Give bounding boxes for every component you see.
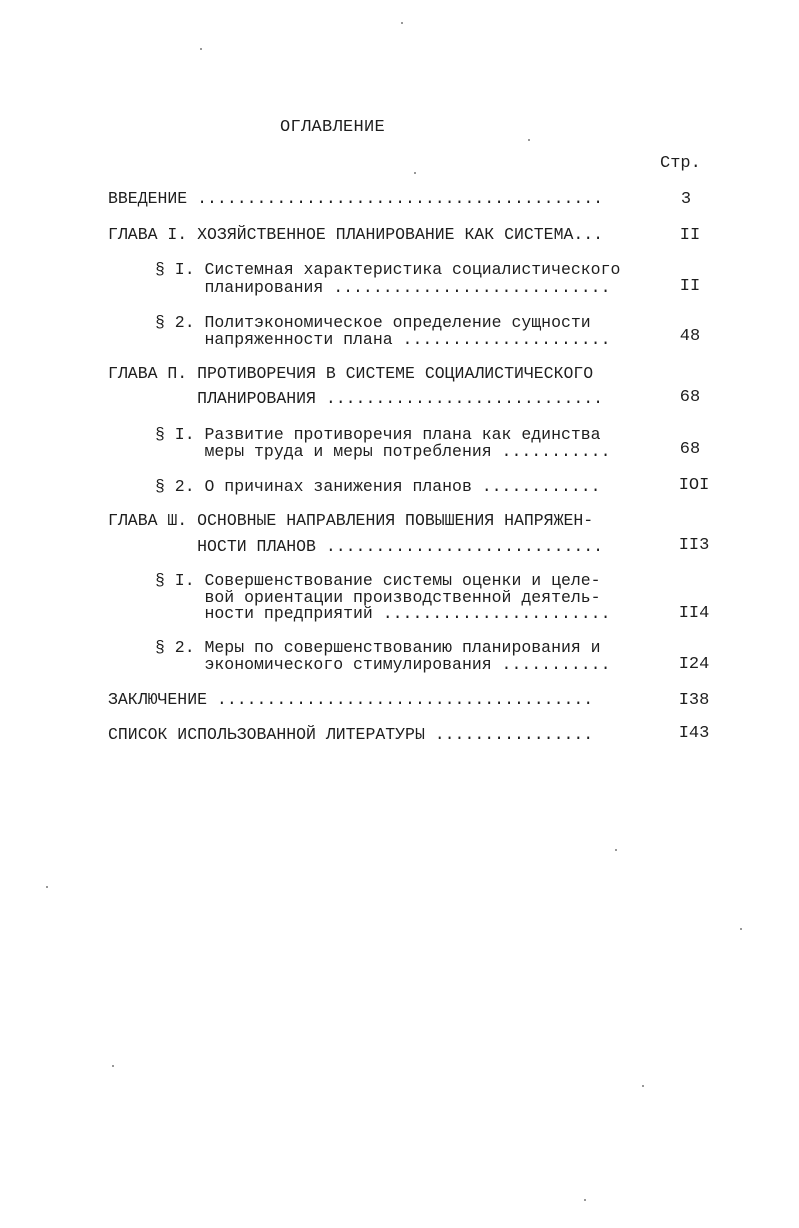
- toc-page-number: 68: [679, 440, 701, 459]
- toc-page-number: 3: [680, 190, 692, 209]
- toc-page-number: 68: [679, 388, 701, 407]
- toc-page-number: IOI: [678, 476, 710, 495]
- toc-page-number: II: [679, 226, 701, 245]
- toc-entry-chapter-3-line1: ГЛАВА Ш. ОСНОВНЫЕ НАПРАВЛЕНИЯ ПОВЫШЕНИЯ НАПРЯЖЕН-: [108, 511, 594, 530]
- toc-entry-ch1-sec2-line2: напряженности плана .....................: [155, 330, 611, 349]
- toc-entry-conclusion: ЗАКЛЮЧЕНИЕ ......................................: [108, 690, 594, 709]
- scan-speck: [401, 22, 403, 24]
- toc-entry-chapter-1: ГЛАВА I. ХОЗЯЙСТВЕННОЕ ПЛАНИРОВАНИЕ КАК СИСТЕМА...: [108, 225, 604, 244]
- scan-speck: [112, 1065, 114, 1067]
- scan-speck: [200, 48, 202, 50]
- toc-entry-ch3-sec1-line3: ности предприятий .......................: [155, 604, 611, 623]
- toc-entry-ch2-sec2: § 2. О причинах занижения планов ............: [155, 477, 601, 496]
- toc-entry-chapter-2-line1: ГЛАВА П. ПРОТИВОРЕЧИЯ В СИСТЕМЕ СОЦИАЛИСТИЧЕСКОГО: [108, 364, 594, 383]
- toc-entry-chapter-3-line2: НОСТИ ПЛАНОВ ............................: [108, 537, 604, 556]
- toc-entry-ch3-sec2-line2: экономического стимулирования ...........: [155, 655, 611, 674]
- toc-page-number: I24: [678, 655, 710, 674]
- toc-entry-ch3-sec1-line2: вой ориентации производственной деятель-: [155, 588, 601, 607]
- toc-entry-bibliography: СПИСОК ИСПОЛЬЗОВАННОЙ ЛИТЕРАТУРЫ ................: [108, 725, 594, 744]
- toc-title: ОГЛАВЛЕНИЕ: [279, 118, 386, 137]
- toc-entry-ch1-sec2-line1: § 2. Политэкономическое определение сущности: [155, 313, 591, 332]
- toc-entry-ch1-sec1-line1: § I. Системная характеристика социалистического: [155, 260, 621, 279]
- scan-speck: [46, 886, 48, 888]
- scan-speck: [642, 1085, 644, 1087]
- toc-page-number: 48: [679, 327, 701, 346]
- toc-entry-ch3-sec2-line1: § 2. Меры по совершенствованию планирования и: [155, 638, 601, 657]
- toc-page-number: II: [679, 277, 701, 296]
- scan-speck: [584, 1199, 586, 1201]
- scan-speck: [528, 139, 530, 141]
- toc-page-number: I43: [678, 724, 710, 743]
- toc-page-number: II4: [678, 604, 710, 623]
- scan-speck: [615, 849, 617, 851]
- toc-entry-ch2-sec1-line1: § I. Развитие противоречия плана как единства: [155, 425, 601, 444]
- toc-page-number: I38: [678, 691, 710, 710]
- toc-entry-ch3-sec1-line1: § I. Совершенствование системы оценки и целе-: [155, 571, 601, 590]
- scan-speck: [740, 928, 742, 930]
- toc-page-number: II3: [678, 536, 710, 555]
- page-column-header: Стр.: [660, 154, 701, 173]
- scan-speck: [414, 172, 416, 174]
- toc-entry-chapter-2-line2: ПЛАНИРОВАНИЯ ............................: [108, 389, 604, 408]
- toc-entry-ch1-sec1-line2: планирования ............................: [155, 278, 611, 297]
- toc-entry-introduction: ВВЕДЕНИЕ .........................................: [108, 189, 604, 208]
- toc-entry-ch2-sec1-line2: меры труда и меры потребления ...........: [155, 442, 611, 461]
